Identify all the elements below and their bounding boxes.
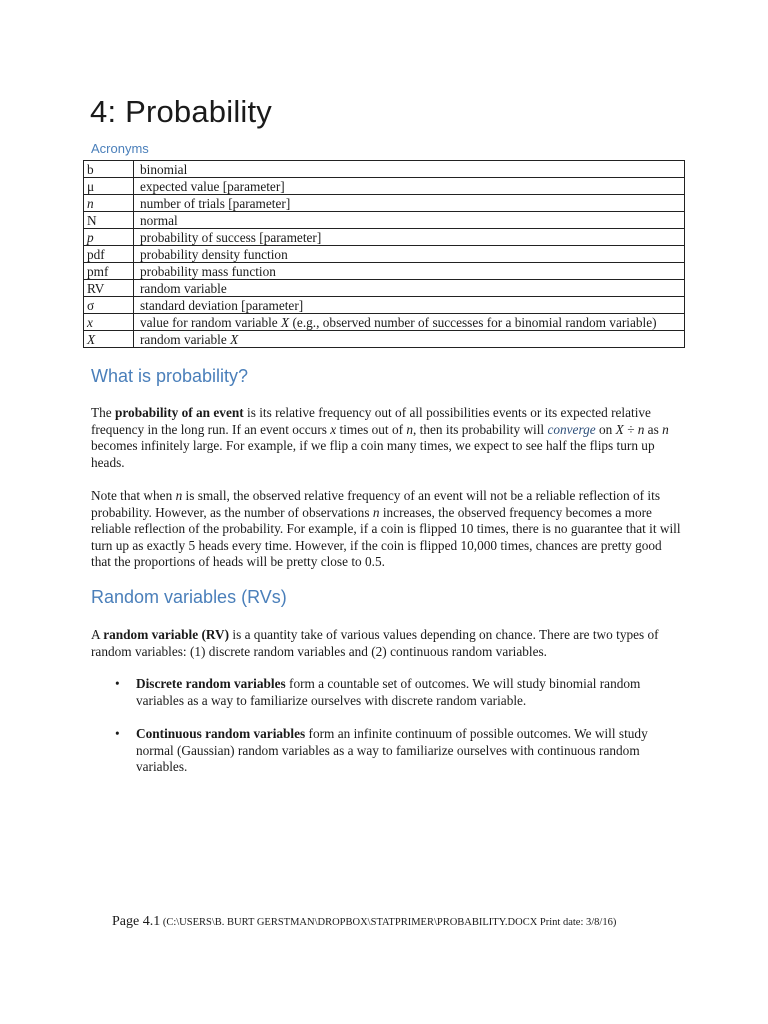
paragraph-small-n: Note that when n is small, the observed relative frequency of an event will not be a reliable reflection of its probability. However, as the number of observations n increases, the observed frequency becomes a more reliable reflection of the probability. For example, if a coin is flipped 10 times, there is no guarantee that it will turn up as exactly 5 heads every time. However, if the coin is flipped 10,000 times, chances are pretty good that the proportions of heads will be pretty close to 0.5.	[91, 488, 681, 570]
acronym-abbr: b	[84, 161, 134, 178]
paragraph-random-variable-definition: A random variable (RV) is a quantity take of various values depending on chance. There are two types of random variables: (1) discrete random variables and (2) continuous random variables.	[91, 627, 659, 659]
table-row	[84, 263, 685, 280]
table-row	[84, 229, 685, 246]
acronym-abbr: μ	[84, 178, 134, 195]
acronym-desc: random variable	[134, 280, 685, 297]
acronym-desc: random variable X	[134, 331, 685, 348]
acronym-desc: probability density function	[134, 246, 685, 263]
page-number: Page 4.1	[112, 914, 161, 929]
table-row	[84, 246, 685, 263]
acronym-abbr: X	[84, 331, 134, 348]
acronym-desc: probability mass function	[134, 263, 685, 280]
table-row	[84, 331, 685, 348]
table-row	[84, 280, 685, 297]
acronym-desc: normal	[134, 212, 685, 229]
acronym-abbr: pmf	[84, 263, 134, 280]
table-row	[84, 178, 685, 195]
acronym-abbr: σ	[84, 297, 134, 314]
acronym-abbr: RV	[84, 280, 134, 297]
paragraph-probability-definition: The probability of an event is its relative frequency out of all possibilities events or its expected relative frequency in the long run. If an event occurs x times out of n, then its probability will converge on X ÷ n as n becomes infinitely large. For example, if we flip a coin many times, we expect to see half the flips turn up heads.	[91, 405, 669, 470]
table-row	[84, 195, 685, 212]
acronym-abbr: p	[84, 229, 134, 246]
acronym-desc: expected value [parameter]	[134, 178, 685, 195]
acronyms-heading: Acronyms	[91, 141, 149, 156]
acronym-desc: standard deviation [parameter]	[134, 297, 685, 314]
list-item-text: Discrete random variables form a countable set of outcomes. We will study binomial random variables as a way to familiarize ourselves with discrete random variable.	[136, 676, 641, 708]
acronym-desc: probability of success [parameter]	[134, 229, 685, 246]
acronym-desc: number of trials [parameter]	[134, 195, 685, 212]
acronym-desc: value for random variable X (e.g., observed number of successes for a binomial random variable)	[134, 314, 685, 331]
acronym-desc: binomial	[134, 161, 685, 178]
table-row	[84, 212, 685, 229]
section-heading-random-variables: Random variables (RVs)	[91, 587, 287, 607]
page-title: 4: Probability	[90, 94, 273, 129]
page-footer	[112, 914, 616, 930]
section-heading-probability: What is probability?	[91, 366, 249, 386]
table-row	[84, 297, 685, 314]
table-row	[84, 161, 685, 178]
acronym-abbr: pdf	[84, 246, 134, 263]
table-row	[84, 314, 685, 331]
acronym-abbr: x	[84, 314, 134, 331]
file-path: (C:\USERS\B. BURT GERSTMAN\DROPBOX\STATPRIMER\PROBABILITY.DOCX Print date: 3/8/16)	[160, 917, 617, 928]
acronym-abbr: n	[84, 195, 134, 212]
bullet-icon: •	[115, 676, 120, 691]
list-item-text: Continuous random variables form an infinite continuum of possible outcomes. We will study normal (Gaussian) random variables as a way to familiarize ourselves with continuous random variables.	[136, 726, 648, 775]
bullet-icon: •	[115, 726, 120, 741]
acronyms-table	[83, 160, 685, 348]
acronym-abbr: N	[84, 212, 134, 229]
